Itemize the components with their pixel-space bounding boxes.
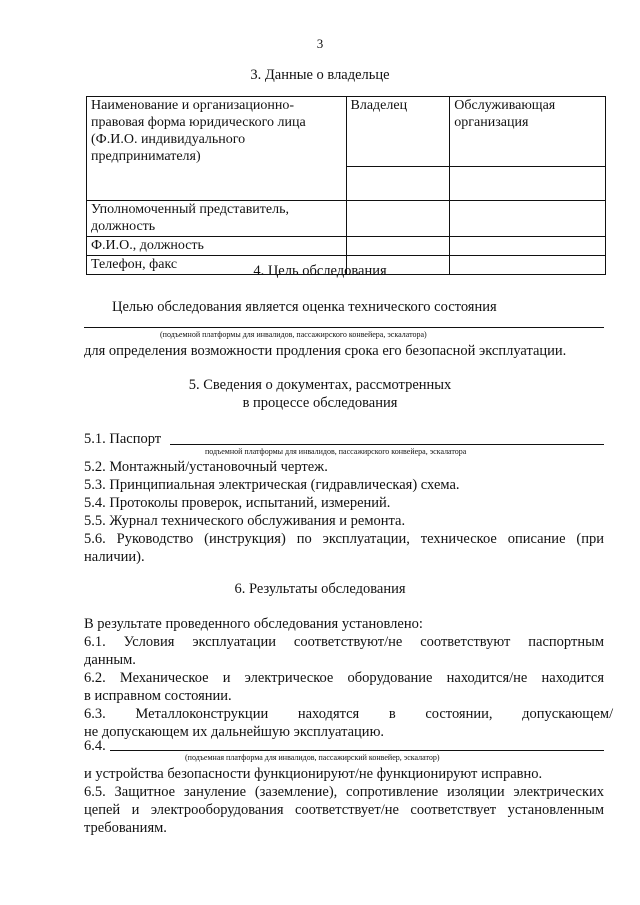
table-cell-empty (450, 167, 606, 201)
passport-note: подъемной платформы для инвалидов, пассажирского конвейера, эскалатора (205, 447, 467, 456)
result-6-5-line3: требованиям. (84, 820, 167, 836)
result-6-5-line2: цепей и электрооборудования соответствует/не соответствует установленным (84, 802, 604, 818)
fill-in-line (84, 327, 604, 328)
table-cell-empty (346, 167, 450, 201)
table-cell-empty (450, 237, 606, 256)
result-6-1-line1: 6.1. Условия эксплуатации соответствуют/не соответствуют паспортным (84, 634, 604, 650)
doc-item-protocols: 5.4. Протоколы проверок, испытаний, измерений. (84, 495, 391, 511)
section-5-title-line2: в процессе обследования (242, 395, 398, 411)
owner-data-table (86, 96, 606, 275)
section-3-title: 3. Данные о владельце (250, 67, 390, 83)
fill-in-line (110, 750, 604, 751)
result-6-4-note: (подъемная платформа для инвалидов, пассажирский конвейер, эскалатор) (185, 753, 440, 762)
table-cell-representative-label: Уполномоченный представитель, должность (87, 201, 347, 237)
doc-item-drawing: 5.2. Монтажный/установочный чертеж. (84, 459, 328, 475)
result-6-3-line1: 6.3. Металлоконструкции находятся в состоянии, допускающем/ (84, 706, 614, 722)
doc-item-passport: 5.1. Паспорт (84, 431, 162, 447)
result-6-2-line1: 6.2. Механическое и электрическое оборудование находится/не находится (84, 670, 604, 686)
result-6-4-label: 6.4. (84, 738, 106, 754)
page-number: 3 (316, 36, 324, 51)
result-6-2-line2: в исправном состоянии. (84, 688, 232, 704)
doc-item-scheme: 5.3. Принципиальная электрическая (гидравлическая) схема. (84, 477, 460, 493)
result-6-5-line1: 6.5. Защитное зануление (заземление), сопротивление изоляции электрических (84, 784, 604, 800)
table-cell-empty (346, 237, 450, 256)
doc-item-journal: 5.5. Журнал технического обслуживания и ремонта. (84, 513, 406, 529)
table-cell-name-label: Наименование и организационно- правовая форма юридического лица (Ф.И.О. индивидуального предпринимателя) (87, 97, 347, 201)
table-header-service-org: Обслуживающая организация (450, 97, 606, 167)
table-cell-fio-label: Ф.И.О., должность (87, 237, 347, 256)
fill-in-line (170, 444, 604, 445)
table-cell-empty (450, 201, 606, 237)
doc-item-manual-line2: наличии). (84, 549, 145, 565)
table-cell-phone-label: Телефон, факс (87, 256, 347, 275)
result-6-1-line2: данным. (84, 652, 136, 668)
purpose-text: Целью обследования является оценка технического состояния (112, 299, 497, 315)
section-6-title: 6. Результаты обследования (234, 581, 406, 597)
results-intro: В результате проведенного обследования установлено: (84, 616, 423, 632)
table-cell-empty (346, 201, 450, 237)
purpose-continuation: для определения возможности продления срока его безопасной эксплуатации. (84, 343, 567, 359)
table-header-owner: Владелец (346, 97, 450, 167)
result-6-4-line2: и устройства безопасности функционируют/не функционируют исправно. (84, 766, 543, 782)
section-4-title: 4. Цель обследования (253, 263, 387, 279)
result-6-3-line2: не допускающем их дальнейшую эксплуатацию. (84, 724, 385, 740)
section-5-title-line1: 5. Сведения о документах, рассмотренных (188, 377, 452, 393)
purpose-note: (подъемной платформы для инвалидов, пассажирского конвейера, эскалатора) (160, 330, 427, 339)
doc-item-manual-line1: 5.6. Руководство (инструкция) по эксплуатации, техническое описание (при (84, 531, 604, 547)
